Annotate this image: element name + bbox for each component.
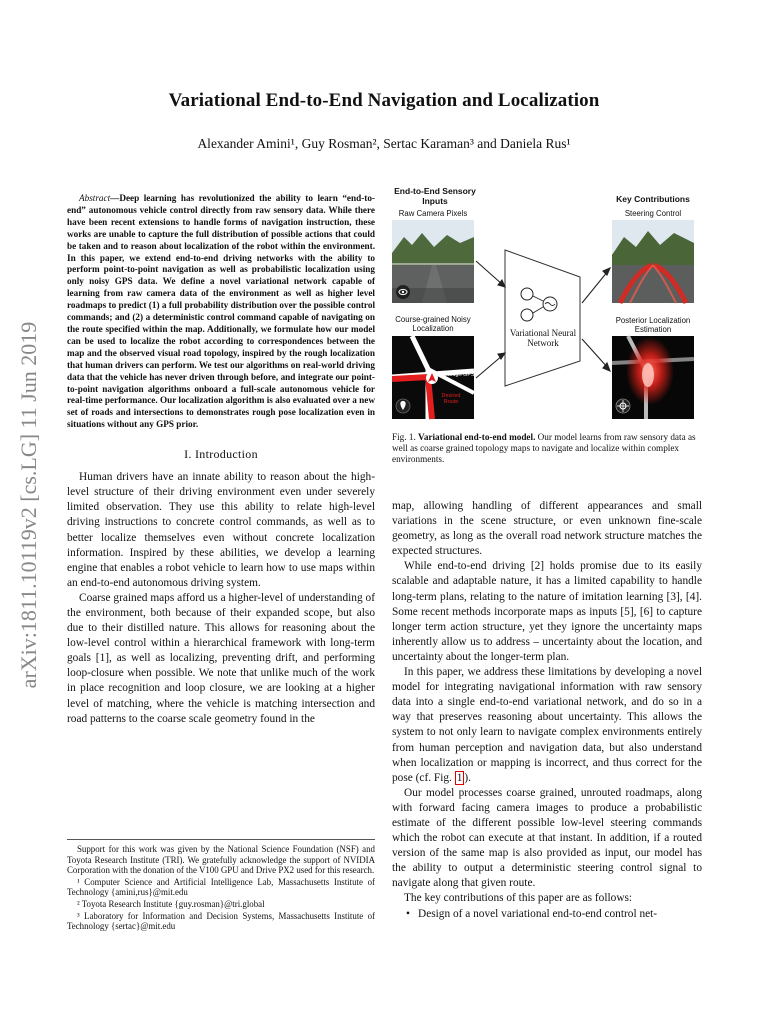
contributions-header: Key Contributions [616, 194, 690, 204]
footnote-3: ³ Laboratory for Information and Decision Systems, Massachusetts Institute of Technology {sertac}@mit.edu [67, 910, 375, 932]
right-paragraph-2-end: ). [464, 771, 471, 784]
figure-caption [392, 432, 702, 465]
caption-title: Variational end-to-end model. [418, 432, 536, 442]
steering-label: Steering Control [624, 209, 682, 218]
caption-label: Fig. 1. [392, 432, 416, 442]
posterior-label: Posterior Localization Estimation [615, 316, 691, 334]
footnotes [67, 839, 375, 933]
coarse-localization-label: Course-grained Noisy Localization [395, 315, 471, 333]
figure-1 [392, 186, 702, 428]
right-paragraph-2 [392, 665, 702, 786]
right-paragraph-3: Our model processes coarse grained, unrouted roadmaps, along with forward facing camera images to produce a probabilistic estimate of the different possible low-level steering commands which the robot can execute at that instant. In addition, if a routed version of the same map is also provided as input, our model has the ability to output a deterministic steering control signal to navigate along that given route. [392, 786, 702, 890]
intro-paragraph-1: Human drivers have an innate ability to reason about the high-level structure of their driving environment even under severely limited observation. They use this ability to relate high-level driving instructions to concrete control commands, as well as to better localize themselves even without concrete localization information. Inspired by these abilities, we develop a learning engine that enables a robot vehicle to learn how to use maps within an end-to-end autonomous driving system. [67, 471, 375, 589]
right-paragraph-0: map, allowing handling of different appearances and small variations in the scene structure, or even unknown fine-scale geometry, as long as the overall road network structure matches the expected structures. [392, 500, 702, 558]
abstract-text: —Deep learning has revolutionized the ability to learn “end-to-end” autonomous vehicle control directly from raw sensory data. While there have been recent extensions to handle forms of navigation instruction, these works are unable to capture the full distribution of possible actions that could be taken and to reason about localization of the robot within the environment. In this paper, we extend end-to-end driving networks with the ability to perform point-to-point navigation as well as probabilistic localization using only noisy GPS data. We define a novel variational network capable of learning from raw camera data of the environment as well as higher level roadmaps to predict (1) a full probability distribution over the possible control commands; and (2) a deterministic control command capable of navigating on the route specified within the map. Additionally, we formulate how our model can be used to localize the robot according to correspondences between the map and the observed visual road topology, inspired by the rough localization that human drivers can perform. We test our algorithms on real-world driving data that the vehicle has never driven through before, and integrate our point-to-point navigation algorithms onboard a full-scale autonomous vehicle for real-time performance. Our localization algorithm is also evaluated over a new set of roads and intersections to demonstrates rough pose localization even in situations without any GPS prior. [67, 193, 375, 430]
raw-camera-image [392, 220, 474, 303]
right-paragraph-1: While end-to-end driving [2] holds promise due to its easily scalable and adaptable nature, it has a limited capability to handle long-term plans, relating to the nature of imitation learning [3], [4]. Some recent methods incorporate maps as inputs [5], [6] to capture longer term action structure, yet they ignore the uncertainty maps inherently allow us to address – uncertainty about the location, and uncertainty about the longer-term plan. [392, 560, 702, 663]
steering-output-image [612, 220, 694, 303]
footnote-1: ¹ Computer Science and Artificial Intelligence Lab, Massachusetts Institute of Technology {amini,rus}@mit.edu [67, 876, 375, 898]
arxiv-id: arXiv:1811.10119v2 [cs.LG] 11 Jun 2019 [16, 321, 41, 689]
arxiv-stamp [9, 280, 49, 730]
figure-ref-link[interactable]: 1 [456, 771, 463, 784]
footnote-support: Support for this work was given by the National Science Foundation (NSF) and Toyota Research Institute (TRI). We gratefully acknowledge the support of NVIDIA Corporation with the donation of the V100 GPU and Drive PX2 used for this research. [67, 844, 375, 876]
input-header: End-to-End Sensory Inputs [394, 186, 476, 206]
variational-network-block [505, 250, 580, 386]
paper-title: Variational End-to-End Navigation and Localization [168, 90, 600, 111]
section-heading-introduction: I. Introduction [184, 447, 258, 462]
footnote-2: ² Toyota Research Institute {guy.rosman}@tri.global [77, 898, 265, 909]
list-item: • Design of a novel variational end-to-end control net- [406, 907, 702, 922]
right-paragraph-2-text: In this paper, we address these limitations by developing a novel model for integrating navigational information with raw sensory data into a single end-to-end variational network, and do so in a way that preserves reasoning about uncertainty. This allows the system to not only learn to navigate complex environments entirely from human perception and navigation data, but also understand when localization or mapping is incorrect, and thus correct for the pose (cf. Fig. [392, 666, 702, 784]
right-column [392, 186, 702, 922]
contribution-list [392, 907, 702, 922]
desired-route-label: Desired Route [441, 393, 461, 405]
author-list: Alexander Amini¹, Guy Rosman², Sertac Karaman³ and Daniela Rus¹ [197, 136, 571, 151]
right-paragraph-4: The key contributions of this paper are as follows: [404, 892, 633, 905]
raw-camera-label: Raw Camera Pixels [398, 209, 468, 218]
intro-paragraph-2: Coarse grained maps afford us a higher-level of understanding of the environment, both because of their expanded scope, but also due to their distilled nature. This allows for reasoning about the low-level control within a hierarchical framework with long-term goals [1], as well as localizing, preventing drift, and performing loop-closure when possible. We note that unlike much of the work in place recognition and loop closure, we are looking at a higher level of matching, where the vehicle is matching intersection and road patterns to the coarse scale geometry found in the [67, 591, 375, 725]
network-label: Variational Neural Network [509, 328, 577, 348]
abstract-label: Abstract [79, 193, 111, 203]
posterior-localization-image [612, 336, 694, 419]
caption-text: Our model learns from raw sensory data as well as coarse grained topology maps to navigate and localize within complex environments. [392, 432, 696, 464]
abstract [67, 193, 375, 431]
rough-gps-label: Rough GPS [445, 372, 475, 378]
left-column [67, 193, 375, 727]
